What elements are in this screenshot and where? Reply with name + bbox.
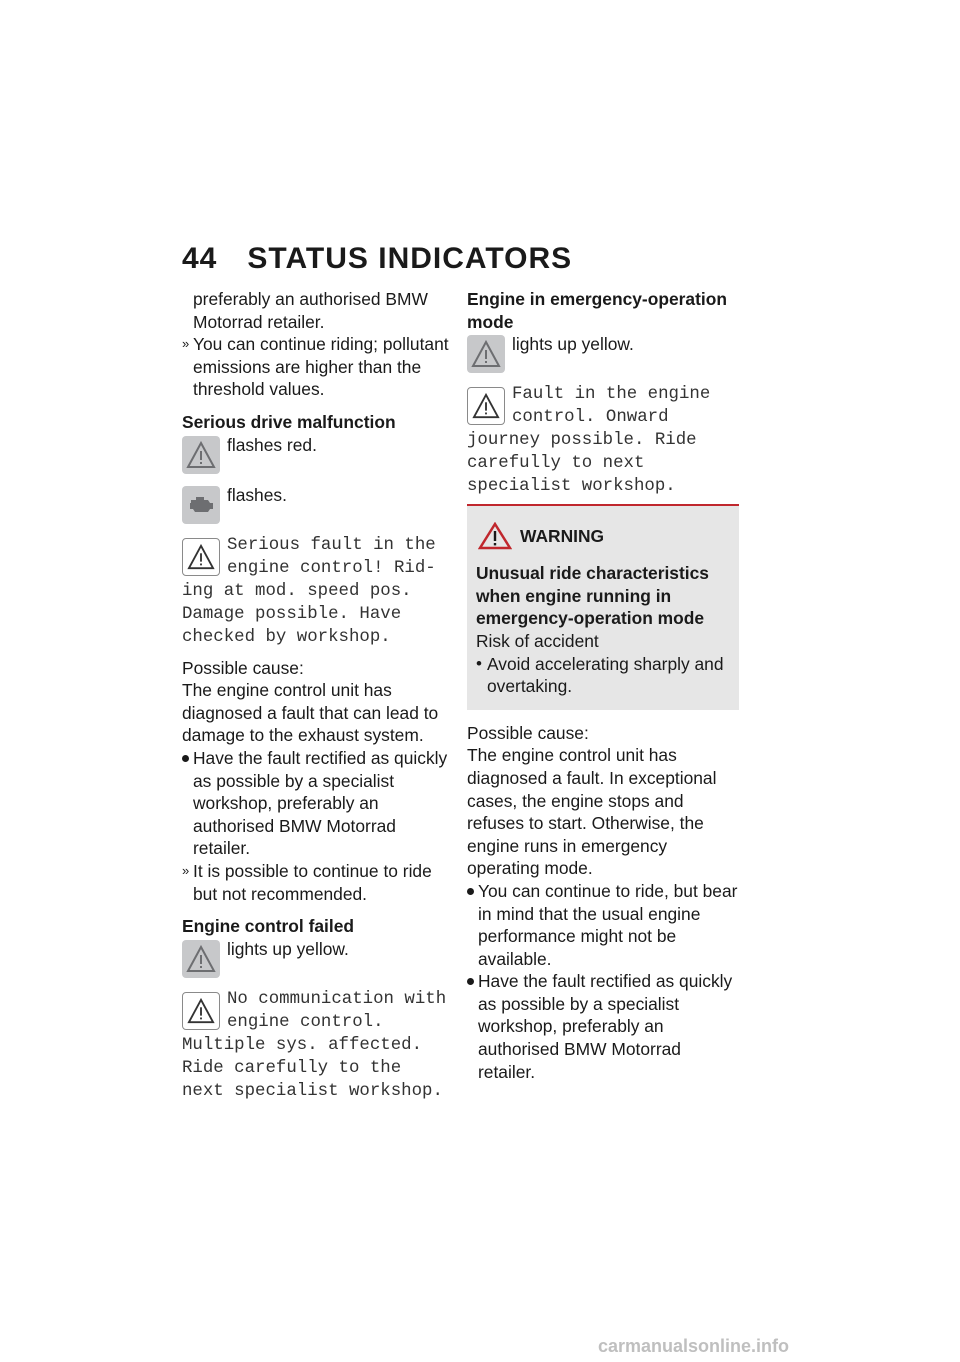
action-item: Have the fault rectified as quickly as possible by a specialist workshop, preferably an authorised BMW Motorrad retailer. (182, 747, 450, 860)
warning-light-line: lights up yellow. (467, 333, 739, 373)
display-warning-icon (182, 538, 220, 576)
engine-check-light-icon (182, 486, 220, 524)
display-message-serious: Serious fault in the engine control! Rid- ing at mod. speed pos. Damage possible. Have checked by workshop. (182, 535, 436, 647)
warning-label: WARNING (478, 522, 730, 550)
left-column (182, 288, 450, 1103)
cause-text: The engine control unit has diagnosed a fault that can lead to damage to the exhaust system. (182, 680, 439, 746)
general-warning-light-icon (182, 940, 220, 978)
warning-triangle-icon (478, 522, 512, 550)
general-warning-light-icon (467, 335, 505, 373)
section-heading-serious: Serious drive malfunction (182, 411, 396, 432)
intro-result: » You can continue riding; pollutant emissions are higher than the threshold values. (182, 334, 449, 400)
display-message-failed: No communication with engine control. Multiple sys. affected. Ride carefully to the next specialist workshop. (182, 989, 447, 1101)
intro-continuation: preferably an authorised BMW Motorrad retailer. (193, 289, 428, 332)
display-warning-icon (182, 992, 220, 1030)
warning-item: • Avoid accelerating sharply and overtaking. (476, 653, 724, 697)
action-result: » It is possible to continue to ride but not recommended. (182, 860, 432, 904)
result-arrow-icon: » (182, 862, 190, 878)
section-heading-emergency: Engine in emergency-operation mode (467, 289, 727, 332)
general-warning-light-icon (182, 436, 220, 474)
possible-cause-label: Possible cause: (467, 722, 589, 743)
display-warning-icon (467, 387, 505, 425)
warning-light-line: flashes red. (182, 434, 450, 474)
page-title: STATUS INDICATORS (247, 242, 573, 275)
cause-text: The engine control unit has diagnosed a fault. In exceptional cases, the engine stops and refuses to start. Otherwise, the engine runs in emergency operating mode. (467, 745, 717, 879)
watermark: carmanualsonline.info (598, 1336, 790, 1356)
action-item: Have the fault rectified as quickly as possible by a specialist workshop, preferably an authorised BMW Motorrad retailer. (467, 970, 739, 1083)
action-item: You can continue to ride, but bear in mind that the usual engine performance might not be available. (467, 880, 739, 970)
warning-risk: Risk of accident (476, 630, 599, 651)
result-arrow-icon: » (182, 336, 190, 352)
warning-light-line: lights up yellow. (182, 938, 450, 978)
warning-title: Unusual ride characteristics when engine running in emergency-operation mode (476, 563, 709, 629)
display-message-emergency: Fault in the engine control. Onward journey possible. Ride carefully to next specialist workshop. (467, 385, 711, 497)
possible-cause-label: Possible cause: (182, 657, 304, 678)
page-header (182, 242, 572, 276)
right-column (467, 288, 739, 1083)
page-number: 44 (182, 242, 218, 275)
section-heading-failed: Engine control failed (182, 916, 354, 937)
engine-light-line: flashes. (182, 484, 450, 524)
warning-box (467, 504, 739, 710)
